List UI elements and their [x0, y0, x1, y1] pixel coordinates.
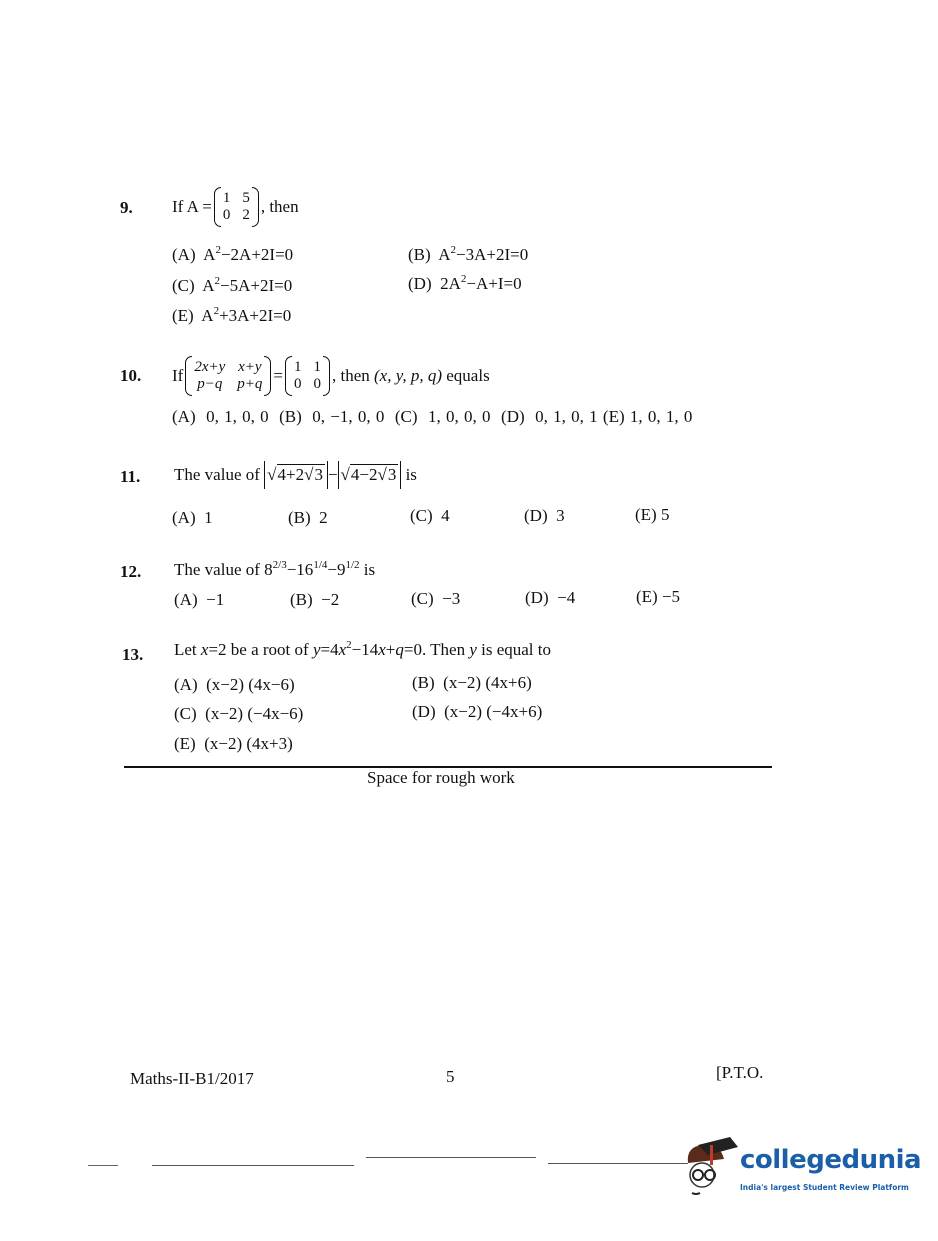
matrix-cell: x+y	[238, 359, 262, 375]
q10-option-d[interactable]: (D) 0, 1, 0, 1	[501, 407, 598, 426]
q12-option-b[interactable]: (B) −2	[290, 590, 340, 609]
matrix-cell: 2x+y	[194, 359, 226, 375]
question-13-number: 13.	[122, 645, 144, 664]
stem-suffix: equals	[442, 366, 490, 385]
question-11-number: 11.	[120, 467, 141, 486]
question-9-stem	[172, 186, 299, 228]
matrix-cell: 1	[313, 359, 321, 375]
q11-option-a[interactable]: (A) 1	[172, 508, 213, 527]
paper-code: Maths-II-B1/2017	[130, 1069, 254, 1088]
stem-suffix: , then	[260, 197, 299, 216]
matrix-cell: 0	[313, 376, 321, 392]
matrix-cell: 0	[222, 207, 231, 223]
stem-suffix: , then	[331, 366, 375, 385]
q9-option-c[interactable]: (C) $A^2-5A+2I=0$	[172, 275, 293, 295]
q12-option-c[interactable]: (C) −3	[411, 589, 461, 608]
q13-option-e[interactable]: (E) (x−2) (4x+3)	[174, 734, 293, 753]
question-10-number: 10.	[120, 366, 142, 385]
q9-option-a[interactable]: (A) $A^2-2A+2I=0$	[172, 244, 294, 264]
matrix-cell: 1	[293, 359, 302, 375]
matrix-cell: 5	[242, 190, 250, 206]
question-12-stem: The value of $8^{2/3}-16^{1/4}-9^{1/2}$ is	[174, 559, 376, 579]
matrix-a	[214, 187, 259, 227]
stem-prefix: If A =	[172, 197, 212, 216]
q13-option-b[interactable]: (B) (x−2) (4x+6)	[412, 673, 532, 692]
scan-line	[366, 1157, 536, 1158]
pto-label: [P.T.O.	[716, 1063, 764, 1082]
q9-option-d[interactable]: (D) $2A^2-A+I=0$	[408, 273, 522, 293]
q11-option-e[interactable]: (E) 5	[635, 505, 670, 524]
stem-suffix: is	[405, 465, 417, 484]
collegedunia-logo	[680, 1135, 922, 1207]
q11-option-d[interactable]: (D) 3	[524, 506, 565, 525]
matrix-cell: 0	[293, 376, 302, 392]
q12-option-d[interactable]: (D) −4	[525, 588, 576, 607]
q10-options	[172, 407, 692, 427]
question-10-stem	[172, 355, 490, 397]
q11-option-b[interactable]: (B) 2	[288, 508, 328, 527]
matrix-left	[185, 356, 271, 396]
q9-option-e[interactable]: (E) $A^2+3A+2I=0$	[172, 305, 292, 325]
absolute-value-2: √4−2√3	[338, 461, 402, 489]
page-number: 5	[446, 1067, 455, 1086]
q13-option-c[interactable]: (C) (x−2) (−4x−6)	[174, 704, 304, 723]
q10-option-e[interactable]: (E) 1, 0, 1, 0	[602, 407, 693, 426]
matrix-cell: p−q	[197, 376, 223, 392]
matrix-right	[285, 356, 330, 396]
question-13-stem: Let x=2 be a root of $y=4x^2-14x+q=0$. Then y is equal to	[174, 639, 552, 659]
absolute-value-1: √4+2√3	[264, 461, 328, 489]
q13-option-a[interactable]: (A) (x−2) (4x−6)	[174, 675, 295, 694]
minus-sign: −	[327, 465, 338, 484]
q10-option-a[interactable]: (A) 0, 1, 0, 0	[172, 407, 269, 426]
q10-option-b[interactable]: (B) 0, −1, 0, 0	[279, 407, 385, 426]
q13-option-d[interactable]: (D) (x−2) (−4x+6)	[412, 702, 543, 721]
brand-tagline: India's largest Student Review Platform	[740, 1183, 909, 1192]
question-9-number: 9.	[120, 198, 133, 217]
equals-sign: =	[273, 366, 283, 385]
mascot-icon	[680, 1135, 740, 1205]
q11-option-c[interactable]: (C) 4	[410, 506, 450, 525]
scan-line	[152, 1165, 354, 1166]
brand-name: collegedunia	[740, 1145, 922, 1175]
question-12-number: 12.	[120, 562, 142, 581]
question-11-stem	[174, 455, 417, 495]
scan-line	[548, 1163, 688, 1164]
q12-option-e[interactable]: (E) −5	[636, 587, 681, 606]
stem-prefix: The value of	[174, 465, 260, 484]
rough-work-label: Space for rough work	[367, 768, 515, 787]
scan-line	[88, 1165, 118, 1166]
q10-option-c[interactable]: (C) 1, 0, 0, 0	[394, 407, 491, 426]
matrix-cell: 2	[242, 207, 250, 223]
matrix-cell: p+q	[237, 376, 263, 392]
matrix-cell: 1	[222, 190, 231, 206]
q12-option-a[interactable]: (A) −1	[174, 590, 225, 609]
q9-option-b[interactable]: (B) $A^2-3A+2I=0$	[408, 244, 529, 264]
stem-prefix: If	[172, 366, 184, 385]
stem-vars: (x, y, p, q)	[374, 366, 442, 385]
